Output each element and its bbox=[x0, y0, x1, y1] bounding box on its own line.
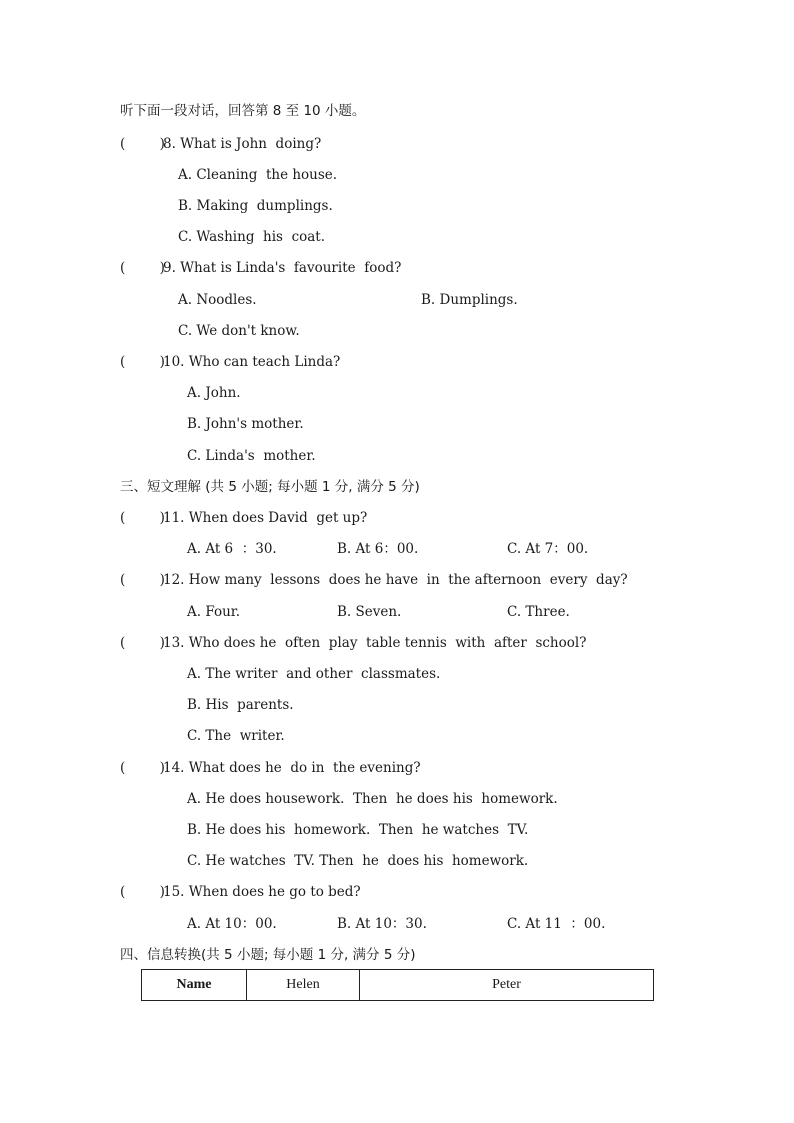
option-a: A. He does housework. Then he does his homework. bbox=[187, 791, 558, 807]
option-a: A. Four. bbox=[187, 604, 241, 620]
option-a: A. The writer and other classmates. bbox=[187, 666, 441, 682]
answer-blank[interactable]: ( ) bbox=[120, 635, 165, 651]
option-a: A. Noodles. bbox=[178, 292, 257, 308]
answer-blank[interactable]: ( ) bbox=[120, 260, 165, 276]
answer-blank[interactable]: ( ) bbox=[120, 510, 165, 526]
option-a: A. Cleaning the house. bbox=[178, 167, 338, 183]
question-stem: 14. What does he do in the evening? bbox=[163, 760, 421, 776]
option-c: C. Linda's mother. bbox=[187, 448, 316, 464]
answer-blank[interactable]: ( ) bbox=[120, 136, 165, 152]
info-table bbox=[141, 969, 654, 1001]
option-a: A. At 10：00. bbox=[187, 916, 277, 932]
section-4-title: 四、信息转换(共 5 小题; 每小题 1 分, 满分 5 分) bbox=[120, 947, 416, 963]
option-a: A. At 6 ：30. bbox=[187, 541, 277, 557]
table-header-helen: Helen bbox=[247, 970, 360, 1001]
question-stem: 12. How many lessons does he have in the afternoon every day? bbox=[163, 572, 628, 588]
table-header-row bbox=[142, 970, 654, 1001]
option-c: C. At 7：00. bbox=[507, 541, 589, 557]
option-b: B. Seven. bbox=[337, 604, 402, 620]
answer-blank[interactable]: ( ) bbox=[120, 572, 165, 588]
table-header-peter: Peter bbox=[360, 970, 654, 1001]
table-header-name: Name bbox=[142, 970, 247, 1001]
option-c: C. The writer. bbox=[187, 728, 285, 744]
option-c: C. Three. bbox=[507, 604, 570, 620]
question-stem: 15. When does he go to bed? bbox=[163, 884, 361, 900]
option-a: A. John. bbox=[187, 385, 241, 401]
answer-blank[interactable]: ( ) bbox=[120, 760, 165, 776]
question-stem: 13. Who does he often play table tennis with after school? bbox=[163, 635, 587, 651]
option-b: B. Dumplings. bbox=[421, 292, 518, 308]
option-c: C. Washing his coat. bbox=[178, 229, 326, 245]
option-c: C. At 11 ：00. bbox=[507, 916, 606, 932]
option-b: B. He does his homework. Then he watches TV. bbox=[187, 822, 529, 838]
option-b: B. John's mother. bbox=[187, 416, 304, 432]
question-stem: 8. What is John doing? bbox=[163, 136, 322, 152]
answer-blank[interactable]: ( ) bbox=[120, 884, 165, 900]
option-b: B. At 6：00. bbox=[337, 541, 419, 557]
option-b: B. Making dumplings. bbox=[178, 198, 333, 214]
question-stem: 9. What is Linda's favourite food? bbox=[163, 260, 402, 276]
question-stem: 10. Who can teach Linda? bbox=[163, 354, 341, 370]
option-b: B. At 10：30. bbox=[337, 916, 427, 932]
answer-blank[interactable]: ( ) bbox=[120, 354, 165, 370]
option-c: C. We don't know. bbox=[178, 323, 300, 339]
option-b: B. His parents. bbox=[187, 697, 294, 713]
option-c: C. He watches TV. Then he does his homework. bbox=[187, 853, 529, 869]
section-3-title: 三、短文理解 (共 5 小题; 每小题 1 分, 满分 5 分) bbox=[120, 479, 420, 495]
question-stem: 11. When does David get up? bbox=[163, 510, 368, 526]
listening-intro: 听下面一段对话，回答第 8 至 10 小题。 bbox=[120, 103, 366, 119]
